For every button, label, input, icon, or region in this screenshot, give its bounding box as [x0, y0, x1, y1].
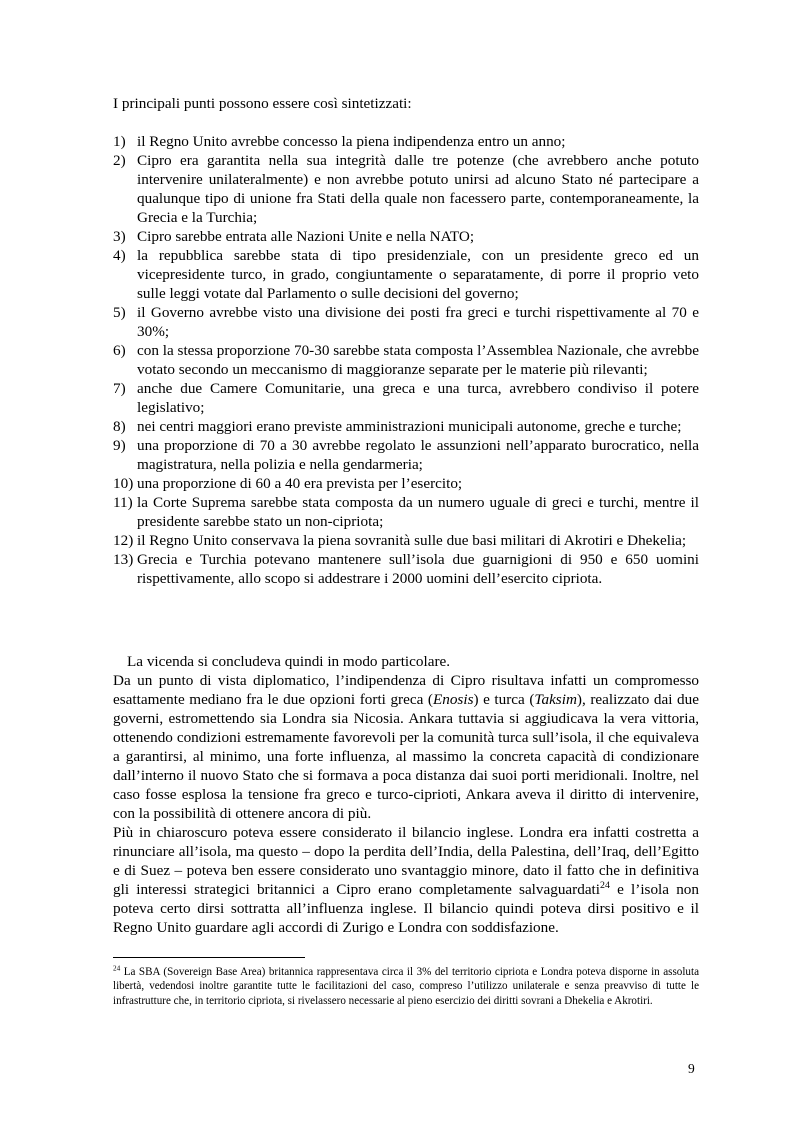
- points-list: [113, 132, 699, 588]
- list-item-text: una proporzione di 60 a 40 era prevista per l’esercito;: [137, 475, 463, 492]
- list-item-number: 9): [113, 437, 126, 454]
- intro-paragraph: I principali punti possono essere così sintetizzati:: [113, 95, 412, 112]
- list-item: [113, 550, 699, 588]
- list-item: [113, 151, 699, 227]
- list-item-text: il Regno Unito conservava la piena sovranità sulle due basi militari di Akrotiri e Dhekelia;: [137, 532, 687, 549]
- footnote-mark: 24: [113, 964, 121, 973]
- paragraph-conclusion: La vicenda si concludeva quindi in modo particolare.: [127, 653, 451, 670]
- footnote-reference: 24: [600, 879, 610, 891]
- list-item-number: 7): [113, 380, 126, 397]
- list-item-text: Grecia e Turchia potevano mantenere sull’isola due guarnigioni di 950 e 650 uomini rispettivamente, allo scopo si addestrare i 2000 uomini dell’esercito cipriota.: [137, 551, 699, 587]
- body-text: [113, 652, 699, 937]
- paragraph-british-balance: [113, 823, 699, 937]
- list-item-number: 5): [113, 304, 126, 321]
- list-item-text: Cipro sarebbe entrata alle Nazioni Unite e nella NATO;: [137, 228, 475, 245]
- list-item-text: la Corte Suprema sarebbe stata composta da un numero uguale di greci e turchi, mentre il presidente sarebbe stato un non-cipriota;: [137, 494, 699, 530]
- list-item-number: 8): [113, 418, 126, 435]
- text-run: ), realizzato dai due governi, estromettendo sia Londra sia Nicosia. Ankara tuttavia si aggiudicava la vera vittoria, ottenendo condizioni estremamente favorevoli per la comunità turca sull’isola, il che equivaleva a garantirsi, al minimo, una forte influenza, al massimo la concreta capacità di condizionare dall’interno il nuovo Stato che si formava a poca distanza dai suoi porti meridionali. Inoltre, nel caso fosse esplosa la tensione fra greco e turco-ciprioti, Ankara aveva il diritto di intervenire, con la possibilità di ottenere ancora di più.: [113, 691, 699, 822]
- footnote-text: La SBA (Sovereign Base Area) britannica rappresentava circa il 3% del territorio cipriota e Londra poteva disporne in assoluta libertà, vedendosi inoltre garantite tutte le facilitazioni del caso, compreso l’utilizzo unilaterale e senza preavviso di tutte le infrastrutture che, in territorio cipriota, si rivelassero necessarie al pieno esercizio dei diritti sovrani a Dhekelia e Akrotiri.: [113, 966, 699, 1007]
- list-item-number: 10): [113, 475, 134, 492]
- term-taksim: Taksim: [534, 691, 577, 708]
- list-item: [113, 417, 699, 436]
- list-item: [113, 436, 699, 474]
- list-item: [113, 303, 699, 341]
- footnote: [113, 965, 699, 1008]
- list-item-text: con la stessa proporzione 70-30 sarebbe stata composta l’Assemblea Nazionale, che avrebbe votato secondo un meccanismo di maggioranze separate per le materie più rilevanti;: [137, 342, 699, 378]
- list-item: [113, 531, 699, 550]
- list-item-number: 12): [113, 532, 134, 549]
- list-item-text: il Governo avrebbe visto una divisione dei posti fra greci e turchi rispettivamente al 70 e 30%;: [137, 304, 699, 340]
- list-item: [113, 341, 699, 379]
- list-item-number: 2): [113, 152, 126, 169]
- list-item: [113, 493, 699, 531]
- list-item: [113, 227, 699, 246]
- list-item-number: 6): [113, 342, 126, 359]
- list-item-text: nei centri maggiori erano previste amministrazioni municipali autonome, greche e turche;: [137, 418, 682, 435]
- term-enosis: Enosis: [432, 691, 474, 708]
- list-item-number: 1): [113, 133, 126, 150]
- text-run: ) e turca (: [473, 691, 535, 708]
- list-item-text: Cipro era garantita nella sua integrità dalle tre potenze (che avrebbero anche potuto intervenire unilateralmente) e non avrebbe potuto unirsi ad alcuno Stato né partecipare a qualunque tipo di unione fra Stati della quale non facessero parte, contemporaneamente, la Grecia e la Turchia;: [137, 152, 699, 226]
- list-item-number: 4): [113, 247, 126, 264]
- text-run: Da un punto di vista diplomatico, l’indipendenza di Cipro risultava infatti un compromesso esattamente mediano fra le due opzioni forti greca (: [113, 672, 699, 708]
- list-item-text: una proporzione di 70 a 30 avrebbe regolato le assunzioni nell’apparato burocratico, nella magistratura, nella polizia e nella gendarmeria;: [137, 437, 699, 473]
- list-item: [113, 246, 699, 303]
- list-item-number: 3): [113, 228, 126, 245]
- list-item-text: anche due Camere Comunitarie, una greca e una turca, avrebbero condiviso il potere legislativo;: [137, 380, 699, 416]
- list-item: [113, 474, 699, 493]
- list-item-text: il Regno Unito avrebbe concesso la piena indipendenza entro un anno;: [137, 133, 566, 150]
- text-run: Più in chiaroscuro poteva essere considerato il bilancio inglese. Londra era infatti costretta a rinunciare all’isola, ma questo – dopo la perdita dell’India, della Palestina, dell’Iraq, dell’Egitto e di Suez – poteva ben essere considerato uno svantaggio minore, dato il fatto che in definitiva gli interessi strategici britannici a Cipro erano completamente salvaguardati: [113, 824, 699, 898]
- list-item: [113, 379, 699, 417]
- list-item-number: 11): [113, 494, 133, 511]
- text-run: e l’isola non poteva certo dirsi sottratta all’influenza inglese. Il bilancio quindi poteva dirsi positivo e il Regno Unito guardare agli accordi di Zurigo e Londra con soddisfazione.: [113, 881, 699, 936]
- paragraph-diplomatic: [113, 671, 699, 823]
- list-item-text: la repubblica sarebbe stata di tipo presidenziale, con un presidente greco ed un vicepresidente turco, in grado, congiuntamente o separatamente, di porre il proprio veto sulle leggi votate dal Parlamento o sulle decisioni del governo;: [137, 247, 699, 302]
- list-item-number: 13): [113, 551, 134, 568]
- footnote-separator: [113, 957, 305, 958]
- list-item: [113, 132, 699, 151]
- page-number: 9: [688, 1061, 695, 1076]
